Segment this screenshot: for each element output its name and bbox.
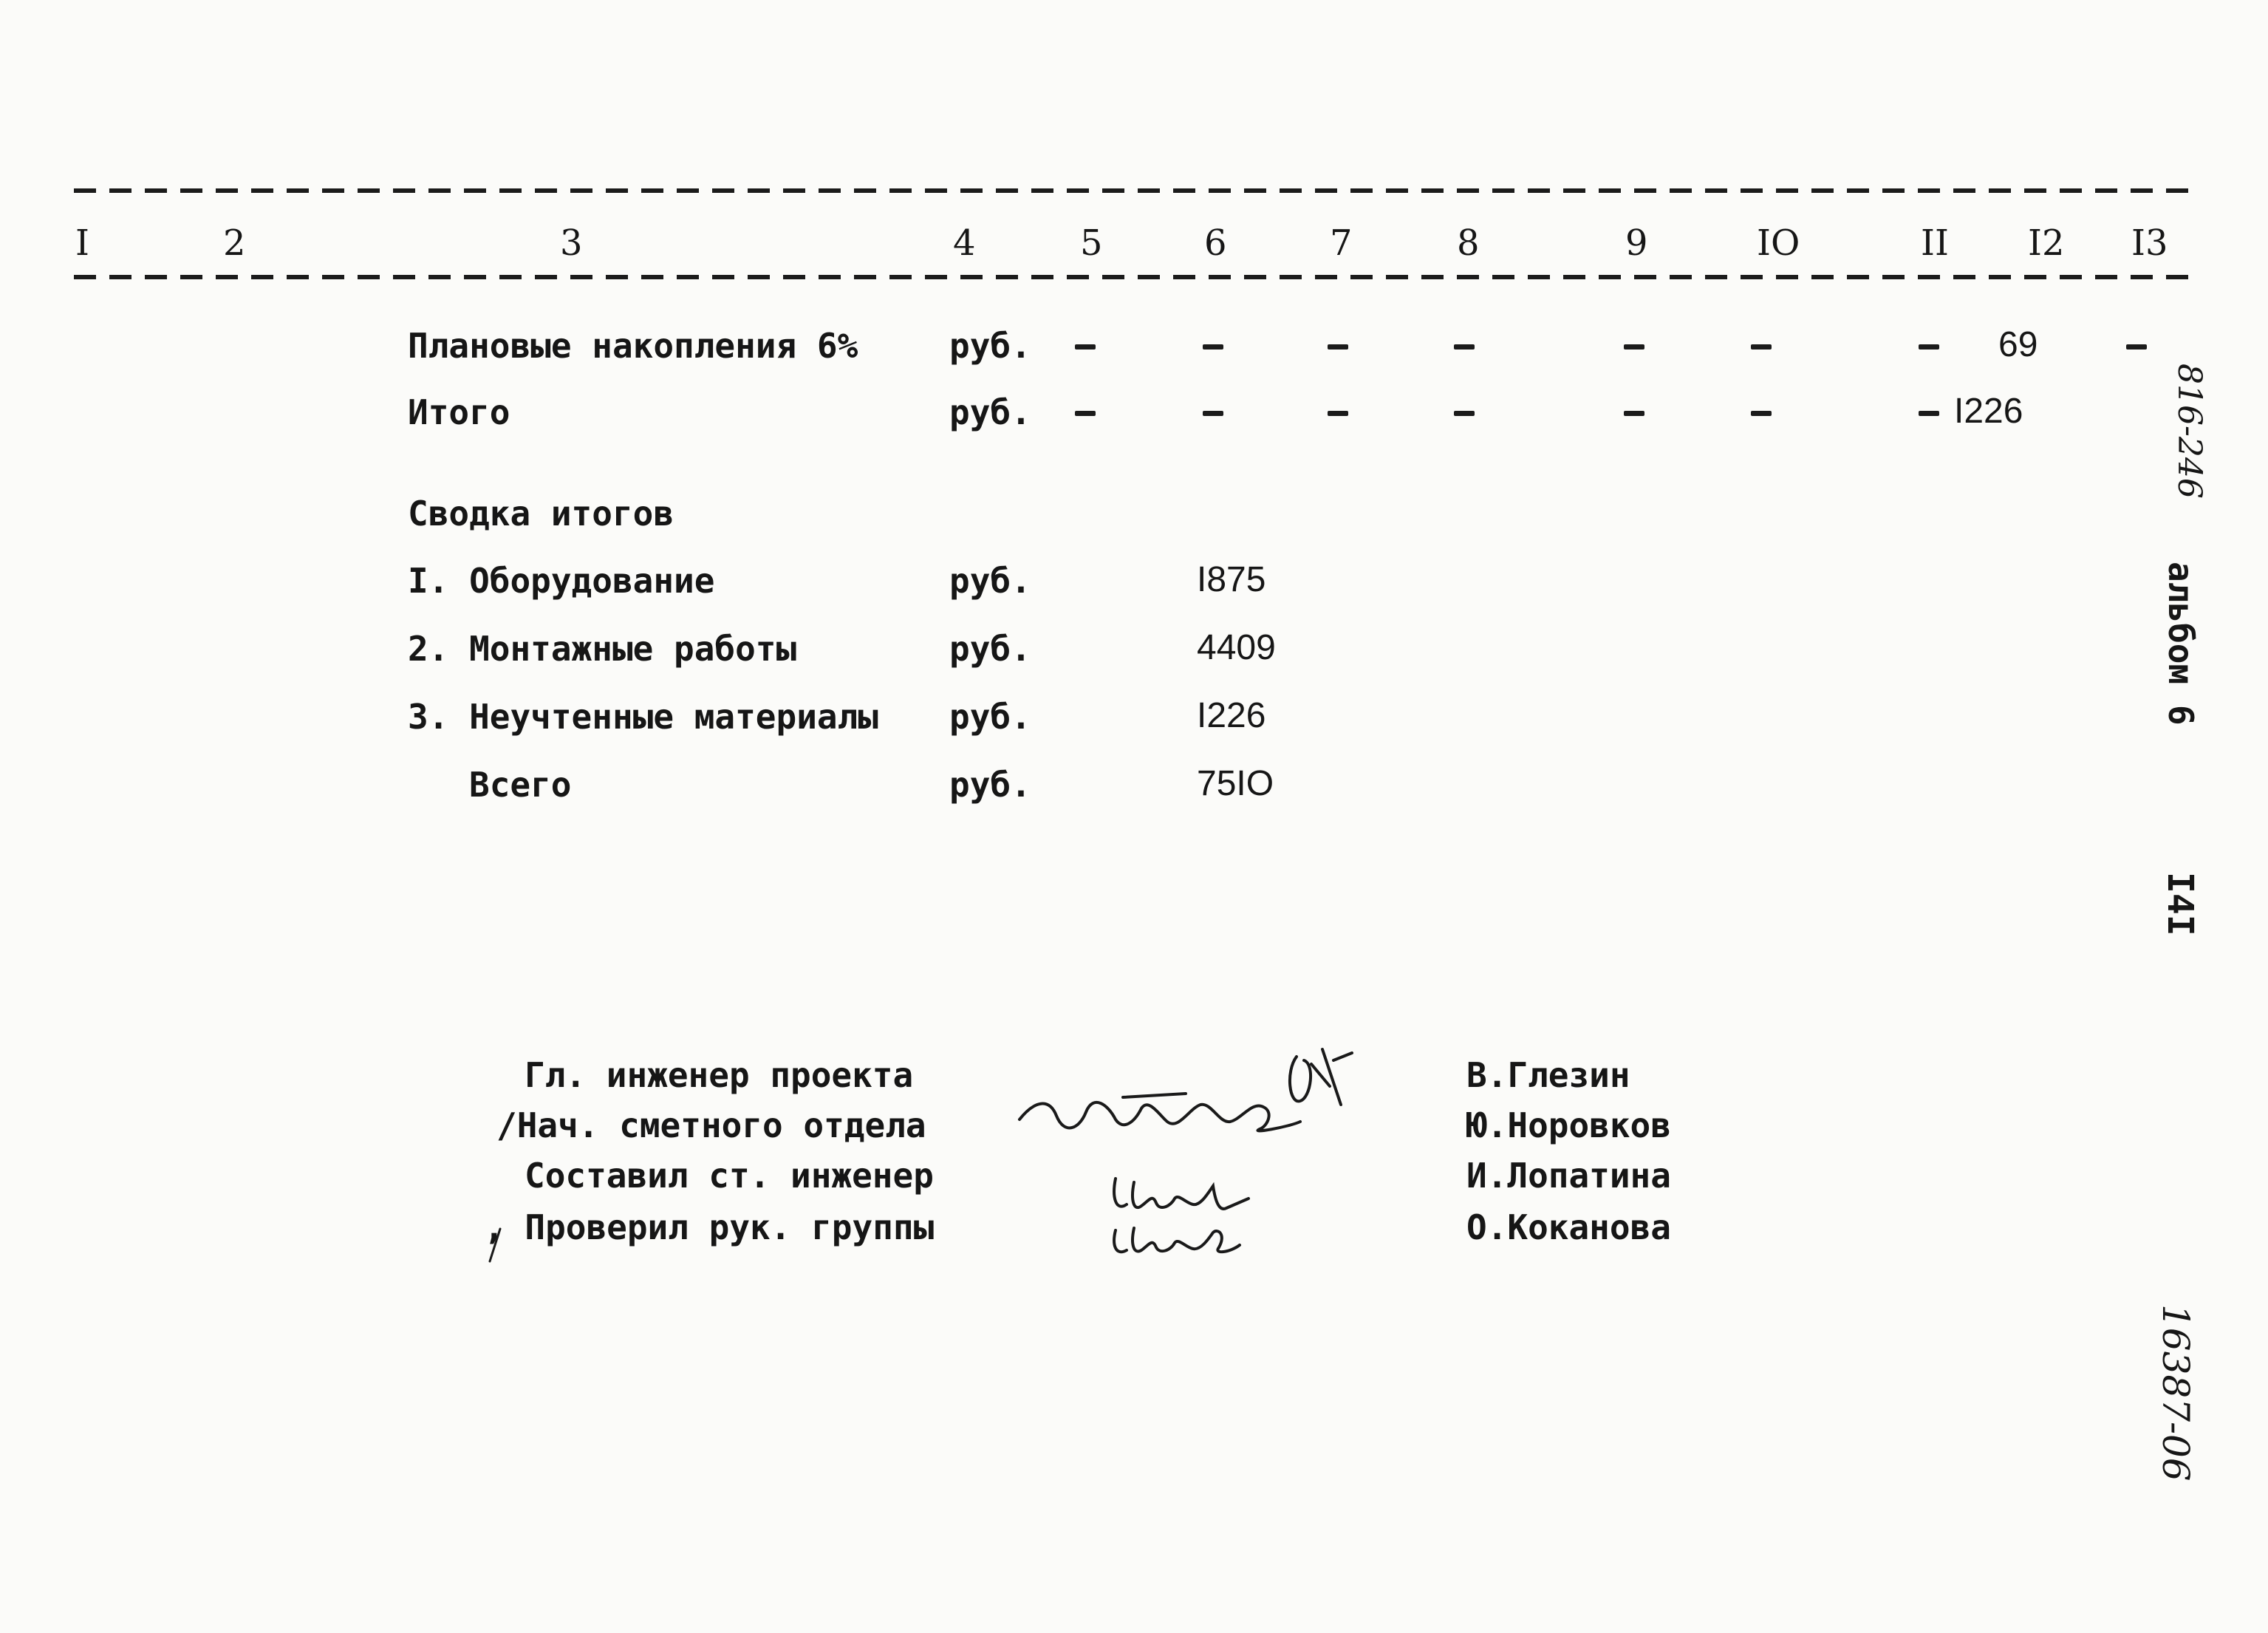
dash-mark bbox=[1203, 411, 1223, 416]
signature-name-lopatina: И.Лопатина bbox=[1466, 1156, 1671, 1196]
dash-mark bbox=[1328, 344, 1348, 350]
margin-page-number: I4I bbox=[2159, 872, 2201, 936]
dash-mark bbox=[1328, 411, 1348, 416]
dash-mark bbox=[1075, 411, 1096, 416]
dash-mark bbox=[1454, 344, 1475, 350]
header-top-rule bbox=[74, 188, 2202, 193]
signature-role-head-estimates: /Нач. сметного отдела bbox=[496, 1105, 926, 1145]
total-unit: руб. bbox=[949, 392, 1031, 432]
signature-role-checker: , Проверил рук. группы bbox=[484, 1207, 935, 1247]
summary-item-materials: 3. Неучтенные материалы bbox=[408, 697, 878, 737]
margin-album: альбом 6 bbox=[2161, 562, 2201, 726]
summary-item-equipment-unit: руб. bbox=[949, 561, 1031, 601]
dash-mark bbox=[1624, 344, 1644, 350]
column-header-8: 8 bbox=[1457, 222, 1480, 264]
dash-mark bbox=[1454, 411, 1475, 416]
column-header-7: 7 bbox=[1330, 222, 1353, 264]
margin-document-number: 16387-06 bbox=[2154, 1304, 2197, 1482]
margin-code: 816-246 bbox=[2170, 364, 2208, 499]
signature-name-norovkov: Ю.Норовков bbox=[1466, 1105, 1671, 1145]
column-header-1: I bbox=[75, 222, 89, 264]
header-bottom-rule bbox=[74, 275, 2202, 279]
summary-item-materials-value: I226 bbox=[1197, 696, 1266, 735]
signature-role-chief-engineer: Гл. инженер проекта bbox=[525, 1055, 914, 1095]
handwritten-signature bbox=[1005, 1034, 1389, 1256]
planned-unit: руб. bbox=[949, 326, 1031, 366]
signature-name-glezin: В.Глезин bbox=[1466, 1055, 1630, 1095]
summary-grand-value: 75IO bbox=[1197, 764, 1274, 803]
summary-item-equipment-value: I875 bbox=[1197, 560, 1266, 599]
column-header-10: IO bbox=[1757, 222, 1800, 264]
dash-mark bbox=[1624, 411, 1644, 416]
summary-grand-label: Всего bbox=[469, 765, 572, 805]
summary-grand-unit: руб. bbox=[949, 765, 1031, 805]
signature-role-compiler: Составил ст. инженер bbox=[525, 1156, 934, 1196]
dash-mark bbox=[1751, 411, 1772, 416]
planned-col12-value: 69 bbox=[1998, 325, 2038, 364]
column-header-2: 2 bbox=[223, 222, 246, 264]
summary-title: Сводка итогов bbox=[408, 494, 674, 533]
total-label: Итого bbox=[408, 392, 510, 432]
dash-mark bbox=[1919, 411, 1939, 416]
signature-name-kokanova: О.Коканова bbox=[1466, 1207, 1671, 1247]
column-header-13: I3 bbox=[2131, 222, 2168, 264]
total-col12-value: I226 bbox=[1954, 392, 2023, 431]
column-header-6: 6 bbox=[1204, 222, 1227, 264]
summary-item-equipment: I. Оборудование bbox=[408, 561, 715, 601]
dash-mark bbox=[1203, 344, 1223, 350]
column-header-11: II bbox=[1921, 222, 1949, 264]
dash-mark bbox=[2126, 344, 2147, 350]
summary-item-materials-unit: руб. bbox=[949, 697, 1031, 737]
planned-label: Плановые накопления 6% bbox=[408, 326, 858, 366]
dash-mark bbox=[1751, 344, 1772, 350]
dash-mark bbox=[1919, 344, 1939, 350]
dash-mark bbox=[1075, 344, 1096, 350]
pencil-mark bbox=[484, 1223, 506, 1267]
summary-item-installation-value: 4409 bbox=[1197, 628, 1276, 667]
column-header-12: I2 bbox=[2028, 222, 2065, 264]
column-header-4: 4 bbox=[953, 222, 976, 264]
summary-item-installation-unit: руб. bbox=[949, 629, 1031, 669]
column-header-5: 5 bbox=[1080, 222, 1103, 264]
column-header-3: 3 bbox=[560, 222, 583, 264]
summary-item-installation: 2. Монтажные работы bbox=[408, 629, 797, 669]
column-header-9: 9 bbox=[1625, 222, 1648, 264]
